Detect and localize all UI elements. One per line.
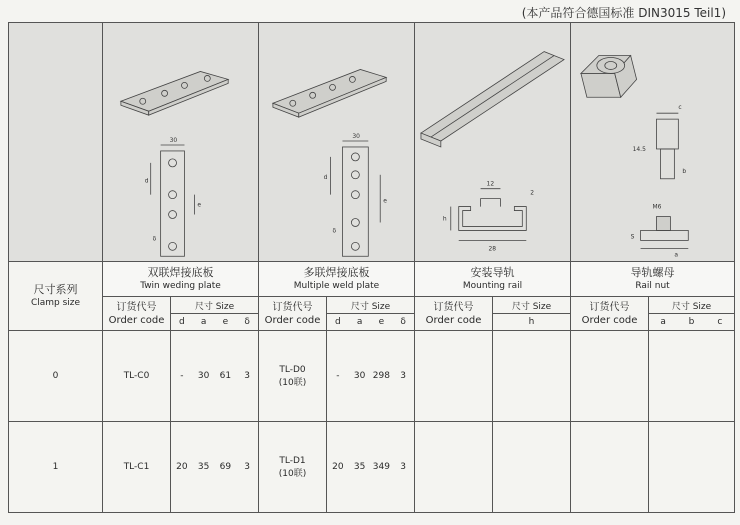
twin-a-value: 30 — [197, 371, 210, 381]
multi-title-zh: 多联焊接底板 — [303, 266, 370, 279]
clamp-size-en: Clamp size — [30, 298, 81, 308]
nut-order-zh: 订货代号 — [589, 301, 630, 313]
twin-delta-value: 3 — [244, 462, 250, 472]
twin-size-header — [171, 297, 259, 314]
twin-delta-value: 3 — [244, 371, 250, 381]
rail-dim-h: h — [442, 215, 447, 223]
rail-order-code-header — [415, 297, 493, 331]
multi-a-value: 30 — [353, 371, 366, 381]
multi-code-note: (10联) — [278, 377, 307, 388]
multi-order-code — [259, 422, 327, 513]
twin-size-en: Size — [215, 301, 235, 312]
multi-dims-values — [327, 331, 415, 422]
twin-plate-figure — [103, 23, 258, 261]
twin-plate-title — [103, 262, 259, 297]
spec-sheet — [8, 22, 734, 522]
twin-d-value: 20 — [176, 462, 188, 472]
table-row — [9, 331, 735, 422]
twin-dim-e-header: e — [222, 317, 229, 327]
nut-m6: M6 — [652, 203, 662, 211]
nut-dim-a-header: a — [660, 317, 666, 327]
twin-e-value: 61 — [219, 371, 232, 381]
rail-dim-28: 28 — [488, 245, 497, 253]
multi-dims-values — [327, 422, 415, 513]
twin-a-value: 35 — [197, 462, 210, 472]
twin-dim-30: 30 — [169, 137, 178, 144]
twin-e-value: 69 — [219, 462, 232, 472]
nut-dim-b: b — [682, 167, 687, 175]
twin-title-zh: 双联焊接底板 — [147, 266, 214, 279]
nut-title-en: Rail nut — [635, 281, 670, 291]
multi-dim-a-header: a — [356, 317, 363, 327]
rail-order-code-empty — [415, 422, 493, 513]
multi-dim-delta-header: δ — [400, 317, 406, 327]
rail-nut-drawing — [571, 23, 735, 262]
multi-dims-header — [327, 314, 415, 331]
rail-order-en: Order code — [425, 314, 482, 326]
rail-h-empty — [493, 331, 571, 422]
nut-dim-s: S — [630, 233, 635, 241]
multi-delta-value: 3 — [400, 371, 406, 381]
rail-h-empty — [493, 422, 571, 513]
rail-dim-2: 2 — [530, 189, 535, 197]
twin-dim-delta: δ — [152, 235, 157, 243]
rail-dim-h-header: h — [528, 317, 535, 327]
multi-order-en: Order code — [264, 314, 321, 326]
multi-order-code-header — [259, 297, 327, 331]
nut-dims-empty — [649, 422, 735, 513]
multi-dim-e: e — [383, 197, 387, 205]
twin-size-zh: 尺寸 — [194, 301, 213, 312]
nut-dim-a: a — [674, 251, 679, 259]
multi-code-text: TL-D1 — [279, 455, 306, 466]
twin-plate-drawing — [103, 23, 259, 262]
nut-order-code-header — [571, 297, 649, 331]
twin-dims-values — [171, 422, 259, 513]
multi-dim-e-header: e — [378, 317, 385, 327]
nut-dim-c-header: c — [717, 317, 723, 327]
nut-size-header — [649, 297, 735, 314]
twin-dims-values — [171, 331, 259, 422]
multi-size-en: Size — [371, 301, 391, 312]
multi-e-value: 298 — [372, 371, 390, 381]
twin-dim-e: e — [197, 201, 202, 209]
multi-order-zh: 订货代号 — [272, 301, 313, 313]
twin-order-en: Order code — [108, 314, 165, 326]
multi-dim-d-header: d — [335, 317, 341, 327]
clamp-size-value: 0 — [9, 331, 103, 422]
rail-title-zh: 安装导轨 — [470, 266, 515, 279]
nut-order-en: Order code — [581, 314, 638, 326]
nut-order-code-empty — [571, 331, 649, 422]
twin-order-code: TL-C0 — [103, 331, 171, 422]
nut-size-zh: 尺寸 — [671, 301, 690, 312]
rail-order-code-empty — [415, 331, 493, 422]
multi-title-en: Multiple weld plate — [293, 281, 380, 291]
multi-e-value: 349 — [372, 462, 390, 472]
standard-note: (本产品符合德国标准 DIN3015 Teil1) — [521, 6, 726, 20]
nut-order-code-empty — [571, 422, 649, 513]
rail-size-zh: 尺寸 — [511, 301, 530, 312]
twin-order-zh: 订货代号 — [116, 301, 157, 313]
multi-size-header — [327, 297, 415, 314]
multi-code-text: TL-D0 — [279, 364, 306, 375]
nut-title-zh: 导轨螺母 — [630, 266, 675, 279]
twin-d-value: - — [180, 371, 184, 381]
multi-plate-figure — [259, 23, 414, 261]
twin-order-code: TL-C1 — [103, 422, 171, 513]
nut-dim-c: c — [678, 104, 682, 112]
clamp-size-header — [9, 262, 103, 331]
rail-title — [415, 262, 571, 297]
clamp-size-zh: 尺寸系列 — [33, 283, 78, 296]
nut-size-en: Size — [692, 301, 712, 312]
mounting-rail-figure — [415, 23, 570, 261]
blank-drawing-cell — [9, 23, 103, 262]
nut-dim-b-header: b — [688, 317, 695, 327]
nut-dim-14-5: 14.5 — [632, 145, 646, 153]
mounting-rail-drawing — [415, 23, 571, 262]
multi-plate-drawing — [259, 23, 415, 262]
rail-nut-figure — [571, 23, 734, 261]
rail-dims-header — [493, 314, 571, 331]
spec-table — [8, 22, 735, 513]
twin-dim-d: d — [144, 177, 149, 185]
table-row — [9, 422, 735, 513]
rail-size-en: Size — [532, 301, 552, 312]
multi-plate-title — [259, 262, 415, 297]
rail-title-en: Mounting rail — [462, 281, 523, 291]
twin-order-code-header — [103, 297, 171, 331]
rail-size-header — [493, 297, 571, 314]
nut-title — [571, 262, 735, 297]
multi-size-zh: 尺寸 — [350, 301, 369, 312]
multi-d-value: - — [336, 371, 340, 381]
rail-order-zh: 订货代号 — [433, 301, 474, 313]
multi-dim-30: 30 — [352, 133, 360, 141]
nut-dims-header — [649, 314, 735, 331]
nut-dims-empty — [649, 331, 735, 422]
multi-dim-delta: δ — [332, 227, 337, 235]
rail-dim-12: 12 — [486, 180, 495, 188]
multi-order-code — [259, 331, 327, 422]
multi-delta-value: 3 — [400, 462, 406, 472]
multi-code-note: (10联) — [278, 468, 307, 479]
multi-dim-d: d — [323, 173, 328, 181]
clamp-size-value: 1 — [9, 422, 103, 513]
twin-dim-d-header: d — [179, 317, 185, 327]
multi-a-value: 35 — [353, 462, 366, 472]
twin-dim-delta-header: δ — [244, 317, 250, 327]
multi-d-value: 20 — [332, 462, 344, 472]
twin-dim-a-header: a — [200, 317, 207, 327]
twin-dims-header — [171, 314, 259, 331]
twin-title-en: Twin weding plate — [140, 281, 221, 291]
